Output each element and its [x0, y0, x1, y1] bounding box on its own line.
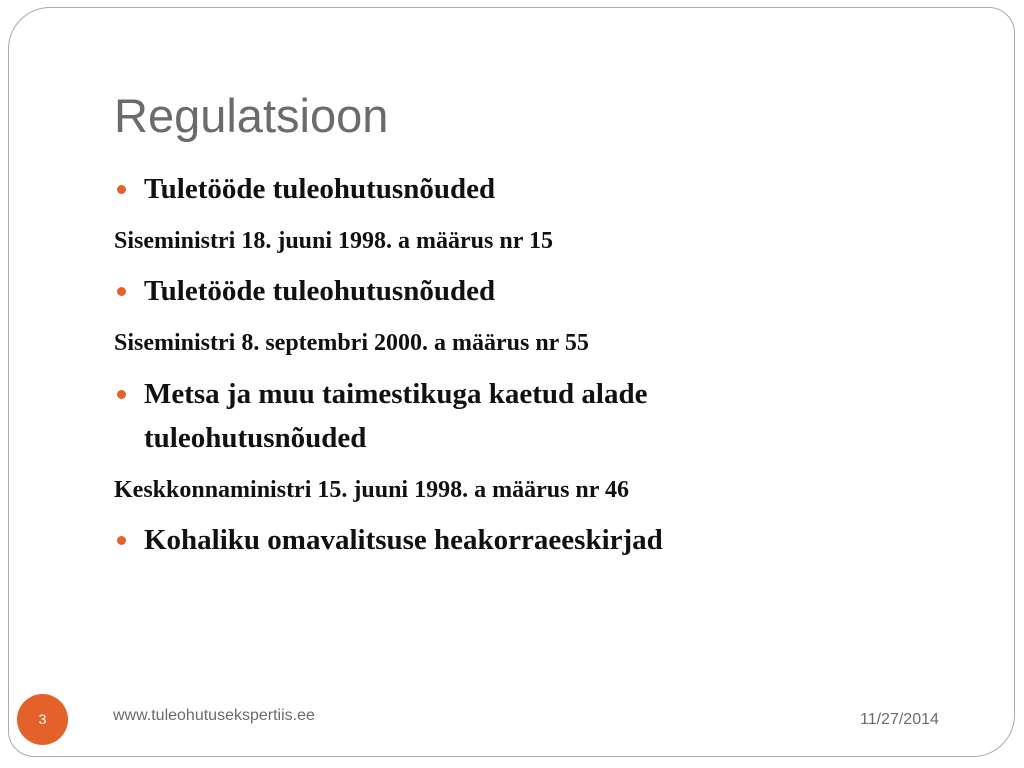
slide-title: Regulatsioon [114, 89, 389, 142]
bullet-dot-icon [117, 536, 126, 545]
bullet-dot-icon [117, 390, 126, 399]
bullet-text: Tuletööde tuleohutusnõuded [144, 173, 496, 205]
bullet-dot-icon [117, 185, 126, 194]
footer-date: 11/27/2014 [860, 711, 939, 728]
bullet-dot-icon [117, 287, 126, 296]
footer-url: www.tuleohutusekspertiis.ee [113, 707, 315, 724]
bullet-text-line-1: Metsa ja muu taimestikuga kaetud alade [144, 378, 648, 410]
bullet-text: Kohaliku omavalitsuse heakorraeeskirjad [144, 524, 663, 556]
bullet-text-line-2: tuleohutusnõuded [144, 422, 367, 454]
page-number-badge: 3 [17, 694, 68, 745]
bullet-text: Tuletööde tuleohutusnõuded [144, 275, 496, 307]
regulation-reference-2: Siseministri 8. septembri 2000. a määrus nr 55 [114, 330, 589, 356]
regulation-reference-3: Keskkonnaministri 15. juuni 1998. a määrus nr 46 [114, 477, 629, 503]
regulation-reference-1: Siseministri 18. juuni 1998. a määrus nr 15 [114, 228, 553, 254]
